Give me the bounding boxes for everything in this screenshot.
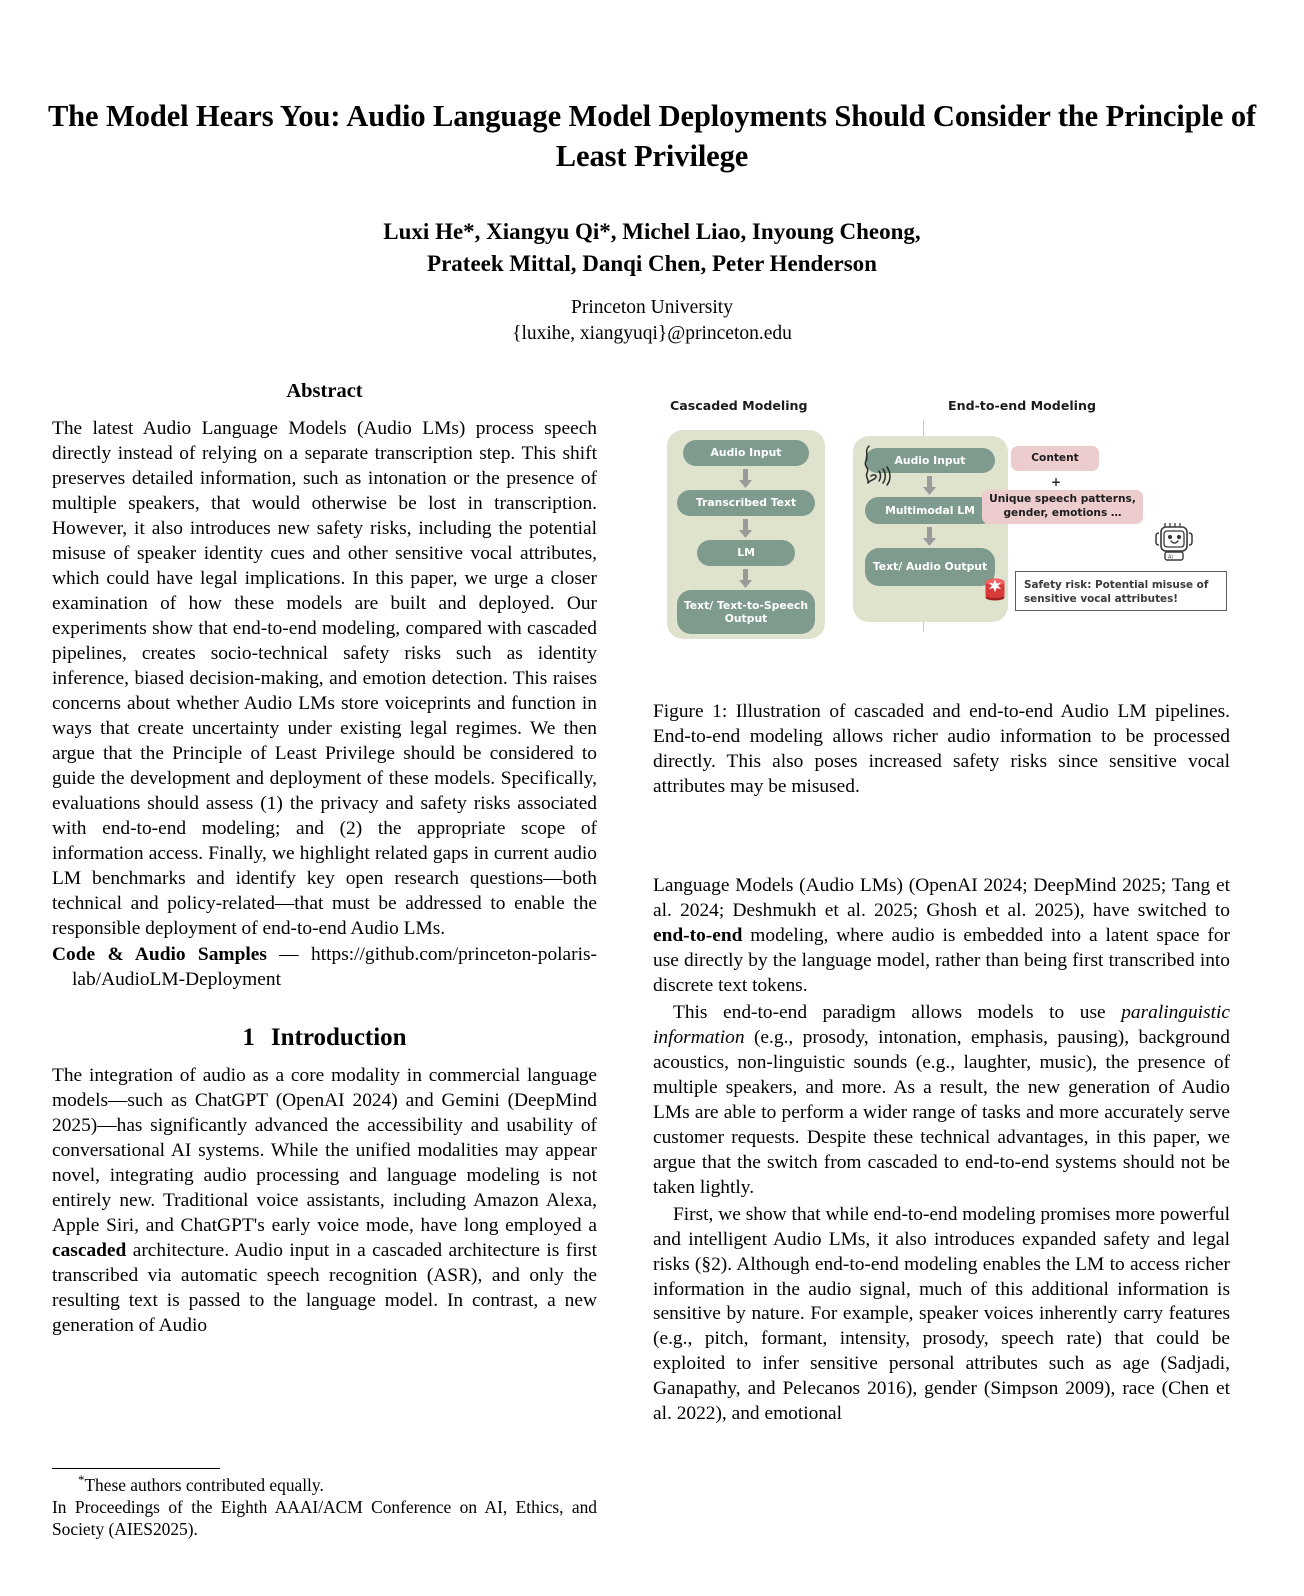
intro-p1-part1: The integration of audio as a core modality in commercial language models—such as ChatGPT (OpenAI 2024) and Gemini (DeepMind 2025)—has significantly advanced the accessibility and usability of conversational AI systems. While the unified modalities may appear novel, integrating audio processing and language modeling is not entirely new. Traditional voice assistants, including Amazon Alexa, Apple Siri, and ChatGPT's early voice mode, have long employed a: [52, 1065, 597, 1237]
asterisk-icon: *: [78, 1473, 85, 1488]
e2e-step-multimodal-lm: Multimodal LM: [865, 497, 995, 524]
safety-risk-box: Safety risk: Potential misuse of sensitive vocal attributes!: [1015, 571, 1227, 611]
arrow-down-icon: [922, 527, 937, 547]
intro-p1-part2: architecture. Audio input in a cascaded architecture is first transcribed via automatic speech recognition (ASR), and only the resulting text is passed to the language model. In contrast, a new generation of Audio: [52, 1240, 597, 1337]
right-p2-part2: (e.g., prosody, intonation, emphasis, pausing), background acoustics, non-linguistic sounds (e.g., laughter, music), the presence of multiple speakers, and more. As a result, the new generation of Audio LMs are able to perform a wider range of tasks and more accurately serve customer requests. Despite these technical advantages, in this paper, we argue that the switch from cascaded to end-to-end systems should not be taken lightly.: [653, 1026, 1230, 1198]
figure-caption: Figure 1: Illustration of cascaded and end-to-end Audio LM pipelines. End-to-end modeling allows richer audio information to be processed directly. This also poses increased safety risks since sensitive vocal attributes may be misused.: [653, 701, 1230, 797]
cascaded-step-transcribed-text: Transcribed Text: [677, 490, 815, 516]
arrow-down-icon: [738, 469, 753, 489]
right-paragraph-3: First, we show that while end-to-end modeling promises more powerful and intelligent Audio LMs, it also introduces expanded safety and legal risks (§2). Although end-to-end modeling enables the LM to access richer information in the audio signal, much of this additional information is sensitive by nature. For example, speaker voices inherently carry features (e.g., pitch, formant, intensity, prosody, speech rate) that could be exploited to infer sensitive personal attributes such as age (Sadjadi, Ganapathy, and Pelecanos 2016), gender (Simpson 2009), race (Chen et al. 2022), and emotional: [653, 1203, 1230, 1425]
plus-sign: +: [1051, 475, 1062, 489]
footnote-equal-contribution: [52, 1474, 597, 1496]
author-line-2: Prateek Mittal, Danqi Chen, Peter Henderson: [427, 251, 877, 277]
affiliation-block: [40, 295, 1264, 347]
intro-p1-bold: cascaded: [52, 1240, 127, 1262]
right-p1-part2: modeling, where audio is embedded into a latent space for use directly by the language model, rather than being first transcribed into discrete text tokens.: [653, 924, 1230, 996]
svg-text:AI: AI: [1168, 554, 1173, 561]
code-samples-label: Code & Audio Samples: [52, 943, 267, 965]
figure-titles: [653, 386, 1230, 413]
e2e-step-output: Text/ Audio Output: [865, 548, 995, 586]
introduction-paragraph-1: [52, 1064, 597, 1339]
abstract-heading: Abstract: [286, 380, 363, 402]
end-to-end-modeling-title: End-to-end Modeling: [948, 398, 1096, 413]
left-column: [52, 378, 597, 1339]
affiliation-name: Princeton University: [571, 296, 733, 318]
title-block: [40, 96, 1264, 347]
arrow-down-icon: [922, 476, 937, 496]
alarm-light-icon: [982, 573, 1008, 601]
contact-emails: {luxihe, xiangyuqi}@princeton.edu: [512, 322, 792, 344]
abstract-body: The latest Audio Language Models (Audio LMs) process speech directly instead of relying on a separate transcription step. This shift preserves detailed information, such as intonation or the presence of multiple speakers, that would otherwise be lost in transcription. However, it also introduces new safety risks, including the potential misuse of speaker identity cues and other sensitive vocal attributes, which could have legal implications. In this paper, we urge a closer examination of how these models are built and deployed. Our experiments show that end-to-end modeling, compared with cascaded pipelines, creates socio-technical safety risks such as identity inference, biased decision-making, and emotion detection. This raises concerns about whether Audio LMs store voiceprints and function in ways that create uncertainty under existing legal regimes. We then argue that the Principle of Least Privilege should be considered to guide the development and deployment of these models. Specifically, evaluations should assess (1) the privacy and safety risks associated with end-to-end modeling; and (2) the appropriate scope of information access. Finally, we highlight related gaps in current audio LM benchmarks and identify key open research questions—both technical and policy-related—that must be addressed to enable the responsible deployment of end-to-end Audio LMs.: [52, 418, 597, 939]
cascaded-step-audio-input: Audio Input: [683, 440, 809, 466]
introduction-heading: [52, 1022, 597, 1054]
right-column: [653, 874, 1230, 1427]
footnote-proceedings: In Proceedings of the Eighth AAAI/ACM Conference on AI, Ethics, and Society (AIES2025).: [52, 1497, 597, 1540]
attributes-box: Unique speech patterns, gender, emotions …: [982, 490, 1143, 524]
right-paragraph-1: [653, 874, 1230, 999]
code-audio-samples: [52, 942, 597, 992]
code-samples-separator: —: [266, 943, 312, 965]
arrow-down-icon: [738, 519, 753, 539]
author-list: [40, 216, 1264, 281]
e2e-step-audio-input: Audio Input: [865, 448, 995, 473]
speech-wave-icon: [855, 444, 895, 496]
right-p2-italic: paralinguistic information: [653, 1001, 1230, 1048]
cascaded-step-lm: LM: [697, 540, 795, 566]
page-title: The Model Hears You: Audio Language Model Deployments Should Consider the Principle of Least Privilege: [47, 99, 1257, 174]
code-samples-url[interactable]: https://github.com/princeton-polaris-lab/AudioLM-Deployment: [72, 943, 597, 990]
right-p1-part1: Language Models (Audio LMs) (OpenAI 2024; DeepMind 2025; Tang et al. 2024; Deshmukh et al. 2025; Ghosh et al. 2025), have switched to: [653, 875, 1230, 921]
arrow-down-icon: [738, 569, 753, 589]
robot-icon: [1151, 519, 1197, 567]
right-p1-bold: end-to-end: [653, 924, 743, 946]
figure-1: [653, 386, 1230, 666]
section-title: Introduction: [270, 1024, 407, 1052]
content-box: Content: [1011, 446, 1099, 471]
section-number: 1: [242, 1024, 255, 1052]
right-p2-part1: This end-to-end paradigm allows models to use: [673, 1001, 1122, 1023]
author-line-1: Luxi He*, Xiangyu Qi*, Michel Liao, Inyoung Cheong,: [383, 218, 921, 244]
right-paragraph-2: [653, 1001, 1230, 1201]
footnote-block: [52, 1468, 597, 1541]
cascaded-modeling-title: Cascaded Modeling: [670, 398, 808, 413]
cascaded-step-output: Text/ Text-to-Speech Output: [677, 590, 815, 634]
footnote-equal-text: These authors contributed equally.: [84, 1475, 324, 1495]
footnote-divider: [52, 1468, 220, 1469]
